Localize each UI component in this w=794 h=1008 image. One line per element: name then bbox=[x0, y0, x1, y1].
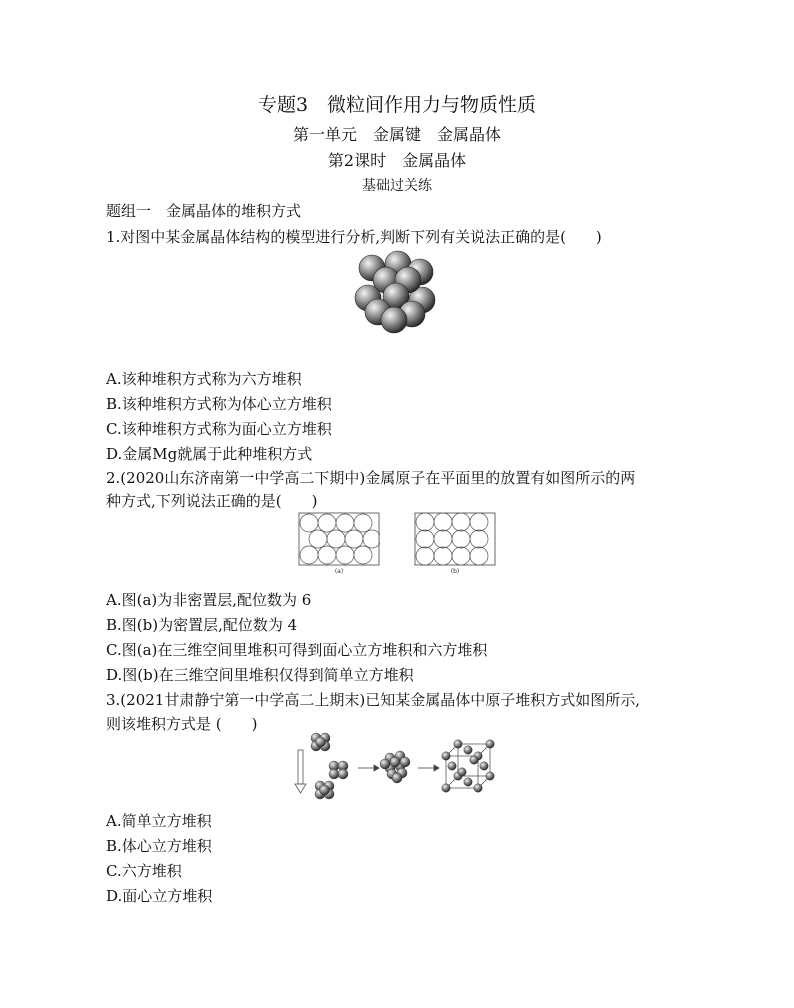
unit-title: 第一单元 金属键 金属晶体 bbox=[292, 125, 501, 144]
q2-figure-a-label: (a) bbox=[334, 568, 344, 574]
right-arrow-icon bbox=[358, 765, 379, 771]
q2-option-c: C.图(a)在三维空间里堆积可得到面心立方堆积和六方堆积 bbox=[106, 641, 488, 659]
q2-figure-b bbox=[414, 512, 496, 574]
lesson-title: 第2课时 金属晶体 bbox=[327, 151, 467, 170]
q2-option-b: B.图(b)为密置层,配位数为 4 bbox=[106, 616, 298, 634]
section-title: 基础过关练 bbox=[362, 178, 432, 194]
group-title: 题组一 金属晶体的堆积方式 bbox=[106, 202, 302, 220]
q2-option-d: D.图(b)在三维空间里堆积仅得到简单立方堆积 bbox=[106, 666, 414, 684]
q1-stem: 1.对图中某金属晶体结构的模型进行分析,判断下列有关说法正确的是( ) bbox=[106, 228, 602, 246]
q2-stem-line1: 2.(2020山东济南第一中学高二下期中)金属原子在平面里的放置有如图所示的两 bbox=[106, 469, 636, 487]
q1-option-a: A.该种堆积方式称为六方堆积 bbox=[106, 370, 302, 388]
down-arrow-icon bbox=[295, 750, 306, 793]
right-arrow-icon bbox=[418, 765, 439, 771]
q2-figure-a bbox=[298, 512, 380, 574]
q3-option-c: C.六方堆积 bbox=[106, 862, 182, 880]
q3-option-b: B.体心立方堆积 bbox=[106, 837, 212, 855]
q3-stacking-process-figure bbox=[294, 728, 504, 804]
q3-option-d: D.面心立方堆积 bbox=[106, 887, 213, 905]
topic-title: 专题3 微粒间作用力与物质性质 bbox=[257, 94, 537, 116]
q2-option-a: A.图(a)为非密置层,配位数为 6 bbox=[106, 591, 312, 609]
q1-option-d: D.金属Mg就属于此种堆积方式 bbox=[106, 445, 313, 463]
q1-option-c: C.该种堆积方式称为面心立方堆积 bbox=[106, 420, 332, 438]
q3-stem-line2: 则该堆积方式是 ( ) bbox=[106, 715, 258, 733]
q2-figure-b-label: (b) bbox=[450, 568, 460, 574]
q2-stem-line2: 种方式,下列说法正确的是( ) bbox=[106, 492, 318, 510]
q3-option-a: A.简单立方堆积 bbox=[106, 812, 212, 830]
q3-stem-line1: 3.(2021甘肃静宁第一中学高二上期末)已知某金属晶体中原子堆积方式如图所示, bbox=[106, 691, 640, 709]
q1-option-b: B.该种堆积方式称为体心立方堆积 bbox=[106, 395, 332, 413]
q1-sphere-model-figure bbox=[350, 250, 440, 336]
